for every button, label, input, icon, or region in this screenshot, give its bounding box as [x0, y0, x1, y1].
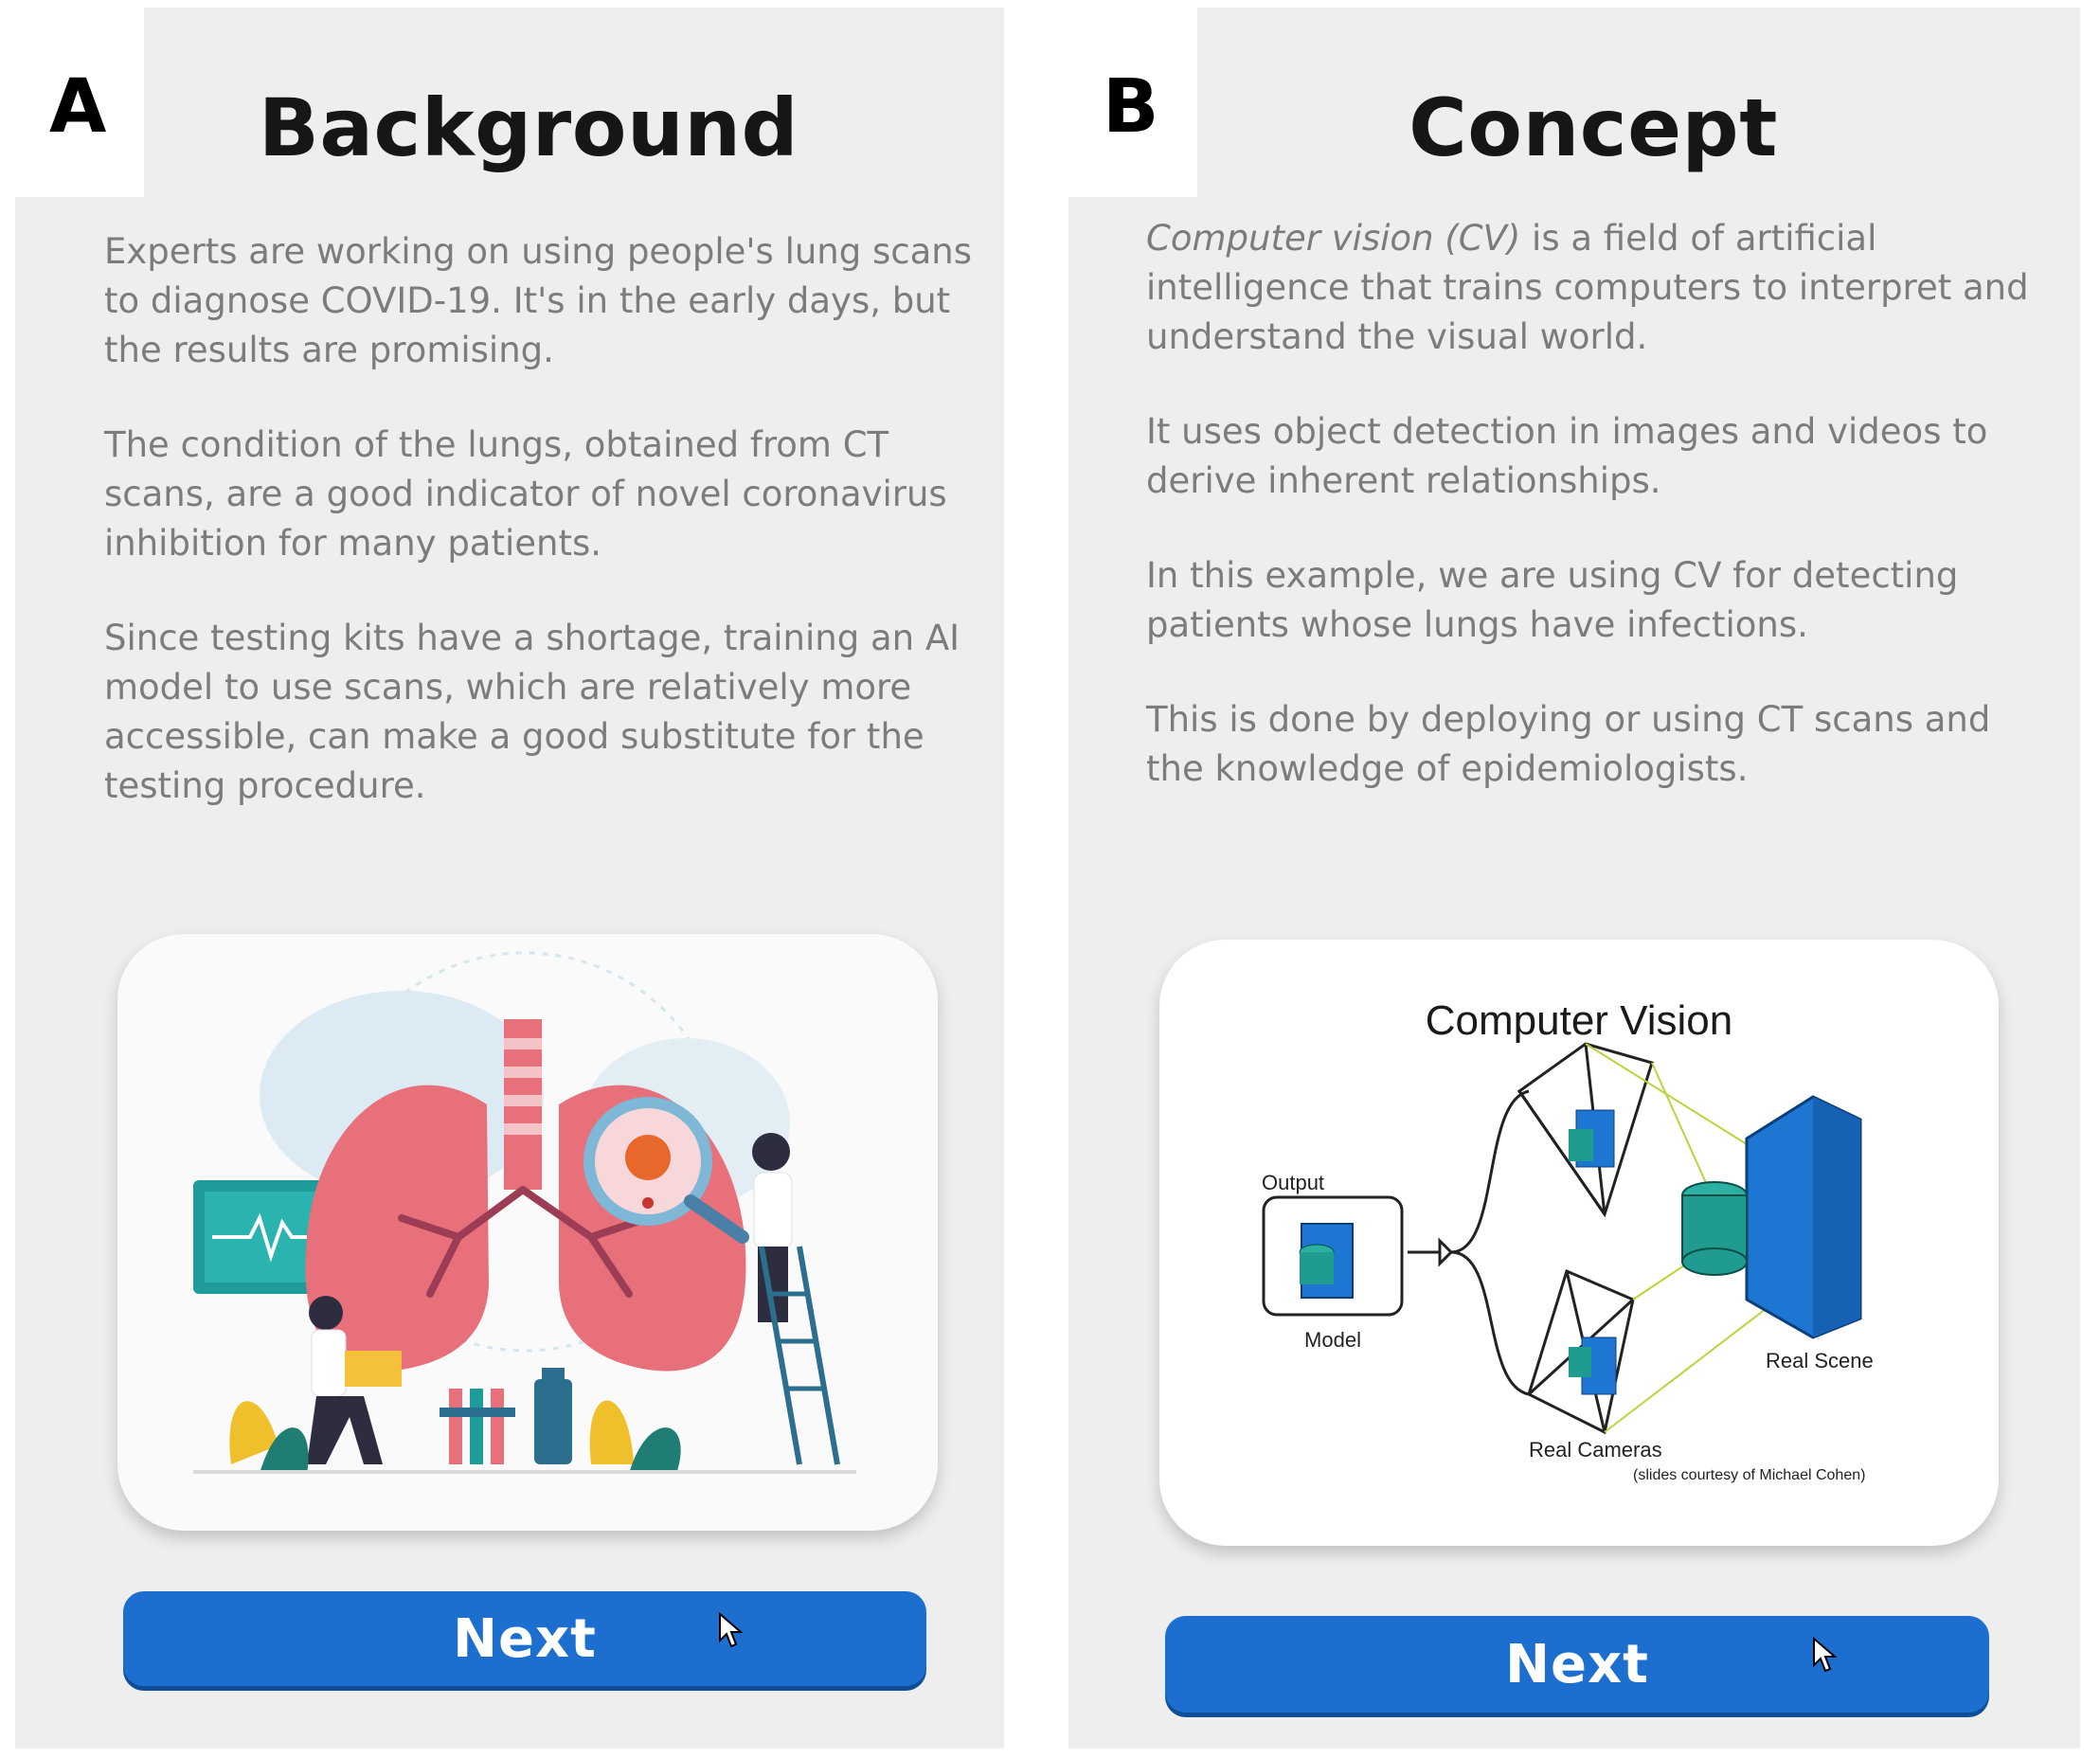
paragraph: Since testing kits have a shortage, training an AI model to use scans, which are relatively more accessible, can make a good substitute for the testing procedure. [104, 618, 960, 806]
model-label: Model [1304, 1328, 1361, 1352]
panel-label: A [15, 8, 144, 197]
paragraph: This is done by deploying or using CT scans and the knowledge of epidemiologists. [1146, 699, 1991, 789]
real-scene-label: Real Scene [1766, 1349, 1874, 1372]
lungs-examination-illustration [117, 934, 938, 1531]
diagram-title: Computer Vision [1425, 997, 1733, 1044]
credit-text: (slides courtesy of Michael Cohen) [1633, 1467, 1866, 1483]
next-button[interactable]: Next [1165, 1616, 1989, 1713]
paragraph: Experts are working on using people's lung scans to diagnose COVID-19. It's in the early days, but the results are promising. [104, 231, 973, 370]
panel-concept [1068, 8, 2080, 1749]
computer-vision-diagram [1159, 940, 1999, 1546]
paragraph-rest: is a field of artificial intelligence that trains computers to interpret and understand the visual world. [1146, 218, 2029, 357]
panel-label: B [1068, 8, 1197, 197]
mouse-cursor-icon [1812, 1637, 1837, 1675]
output-label: Output [1262, 1171, 1325, 1194]
body-text [104, 227, 976, 856]
body-text [1146, 214, 2037, 839]
diagram-card [1159, 940, 1999, 1546]
paragraph: It uses object detection in images and videos to derive inherent relationships. [1146, 411, 1988, 501]
paragraph [1146, 214, 2037, 362]
paragraph: In this example, we are using CV for detecting patients whose lungs have infections. [1146, 555, 1959, 645]
page-title: Background [258, 81, 799, 174]
mouse-cursor-icon [718, 1612, 743, 1650]
page-title: Concept [1409, 81, 1778, 174]
paragraph: The condition of the lungs, obtained from CT scans, are a good indicator of novel coronavirus inhibition for many patients. [104, 424, 947, 564]
illustration-card [117, 934, 938, 1531]
panel-background [15, 8, 1004, 1749]
real-cameras-label: Real Cameras [1529, 1438, 1662, 1462]
next-button[interactable]: Next [123, 1591, 926, 1686]
italic-term: Computer vision (CV) [1146, 218, 1521, 259]
